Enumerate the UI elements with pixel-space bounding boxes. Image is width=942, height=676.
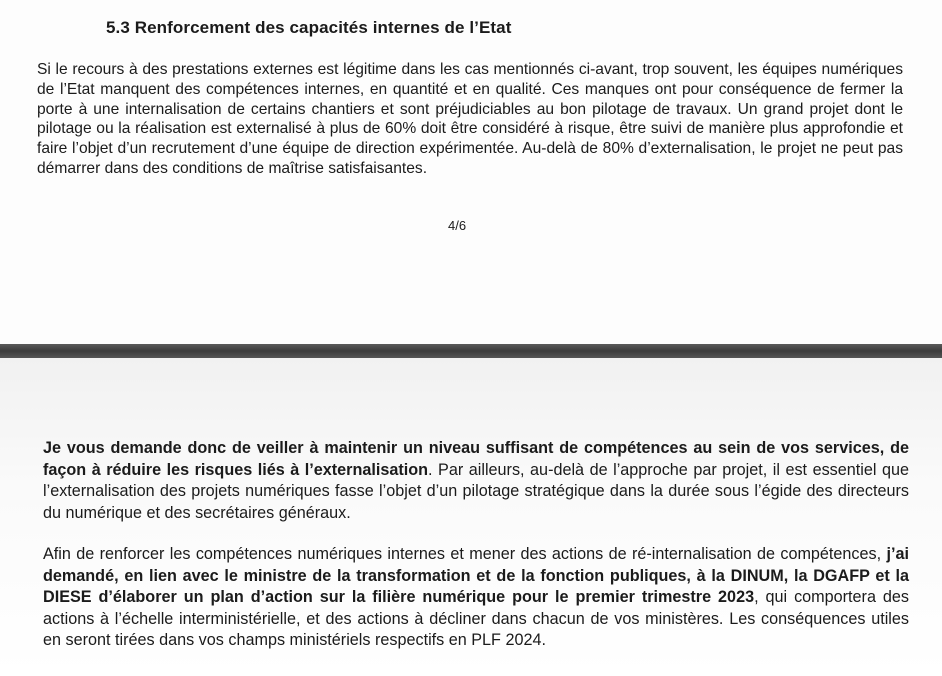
page-divider [0, 344, 942, 358]
paragraph-bold-text: j’ai demandé, en lien avec le ministre de la transformation et de la fonction publiques, à la DINUM, la DGAFP et la DIESE d’élaborer un plan d’action sur la filière numérique pour le premier trimestre 2023 [43, 545, 909, 606]
paragraph-text: . Par ailleurs, au-delà de l’approche par projet, il est essentiel que l’externalisation des projets numériques fasse l’objet d’un pilotage stratégique dans la durée sous l’égide des directeurs du numérique et des secrétaires généraux. [43, 460, 909, 522]
paragraph-bold-text: Je vous demande donc de veiller à maintenir un niveau suffisant de compétences au sein de vos services, de façon à réduire les risques liés à l’externalisation [43, 439, 909, 479]
paragraph-text: , qui comportera des actions à l’échelle interministérielle, et des actions à décliner dans chacun de vos ministères. Les conséquences utiles en seront tirées dans vos champs ministériels respectifs en PLF 2024. [43, 588, 909, 649]
page-number: 4/6 [448, 218, 467, 233]
paragraph-competences-request [43, 438, 909, 524]
paragraph-internal-capacities: Si le recours à des prestations externes est légitime dans les cas mentionnés ci-avant, trop souvent, les équipes numériques de l’Etat manquent des compétences internes, en quantité et en qualité. Ces manques ont pour conséquence de fermer la porte à une internalisation de certains chantiers et sont préjudiciables au bon pilotage de travaux. Un grand projet dont le pilotage ou la réalisation est externalisé à plus de 60% doit être considéré à risque, être suivi de manière plus approfondie et faire l’objet d’un recrutement d’une équipe de direction expérimentée. Au-delà de 80% d’externalisation, le projet ne peut pas démarrer dans des conditions de maîtrise satisfaisantes. [37, 61, 903, 177]
section-heading: 5.3 Renforcement des capacités internes de l’Etat [106, 18, 512, 37]
paragraph-text: Afin de renforcer les compétences numériques internes et mener des actions de ré-internalisation de compétences, [43, 545, 887, 563]
paragraph-action-plan [43, 544, 909, 652]
